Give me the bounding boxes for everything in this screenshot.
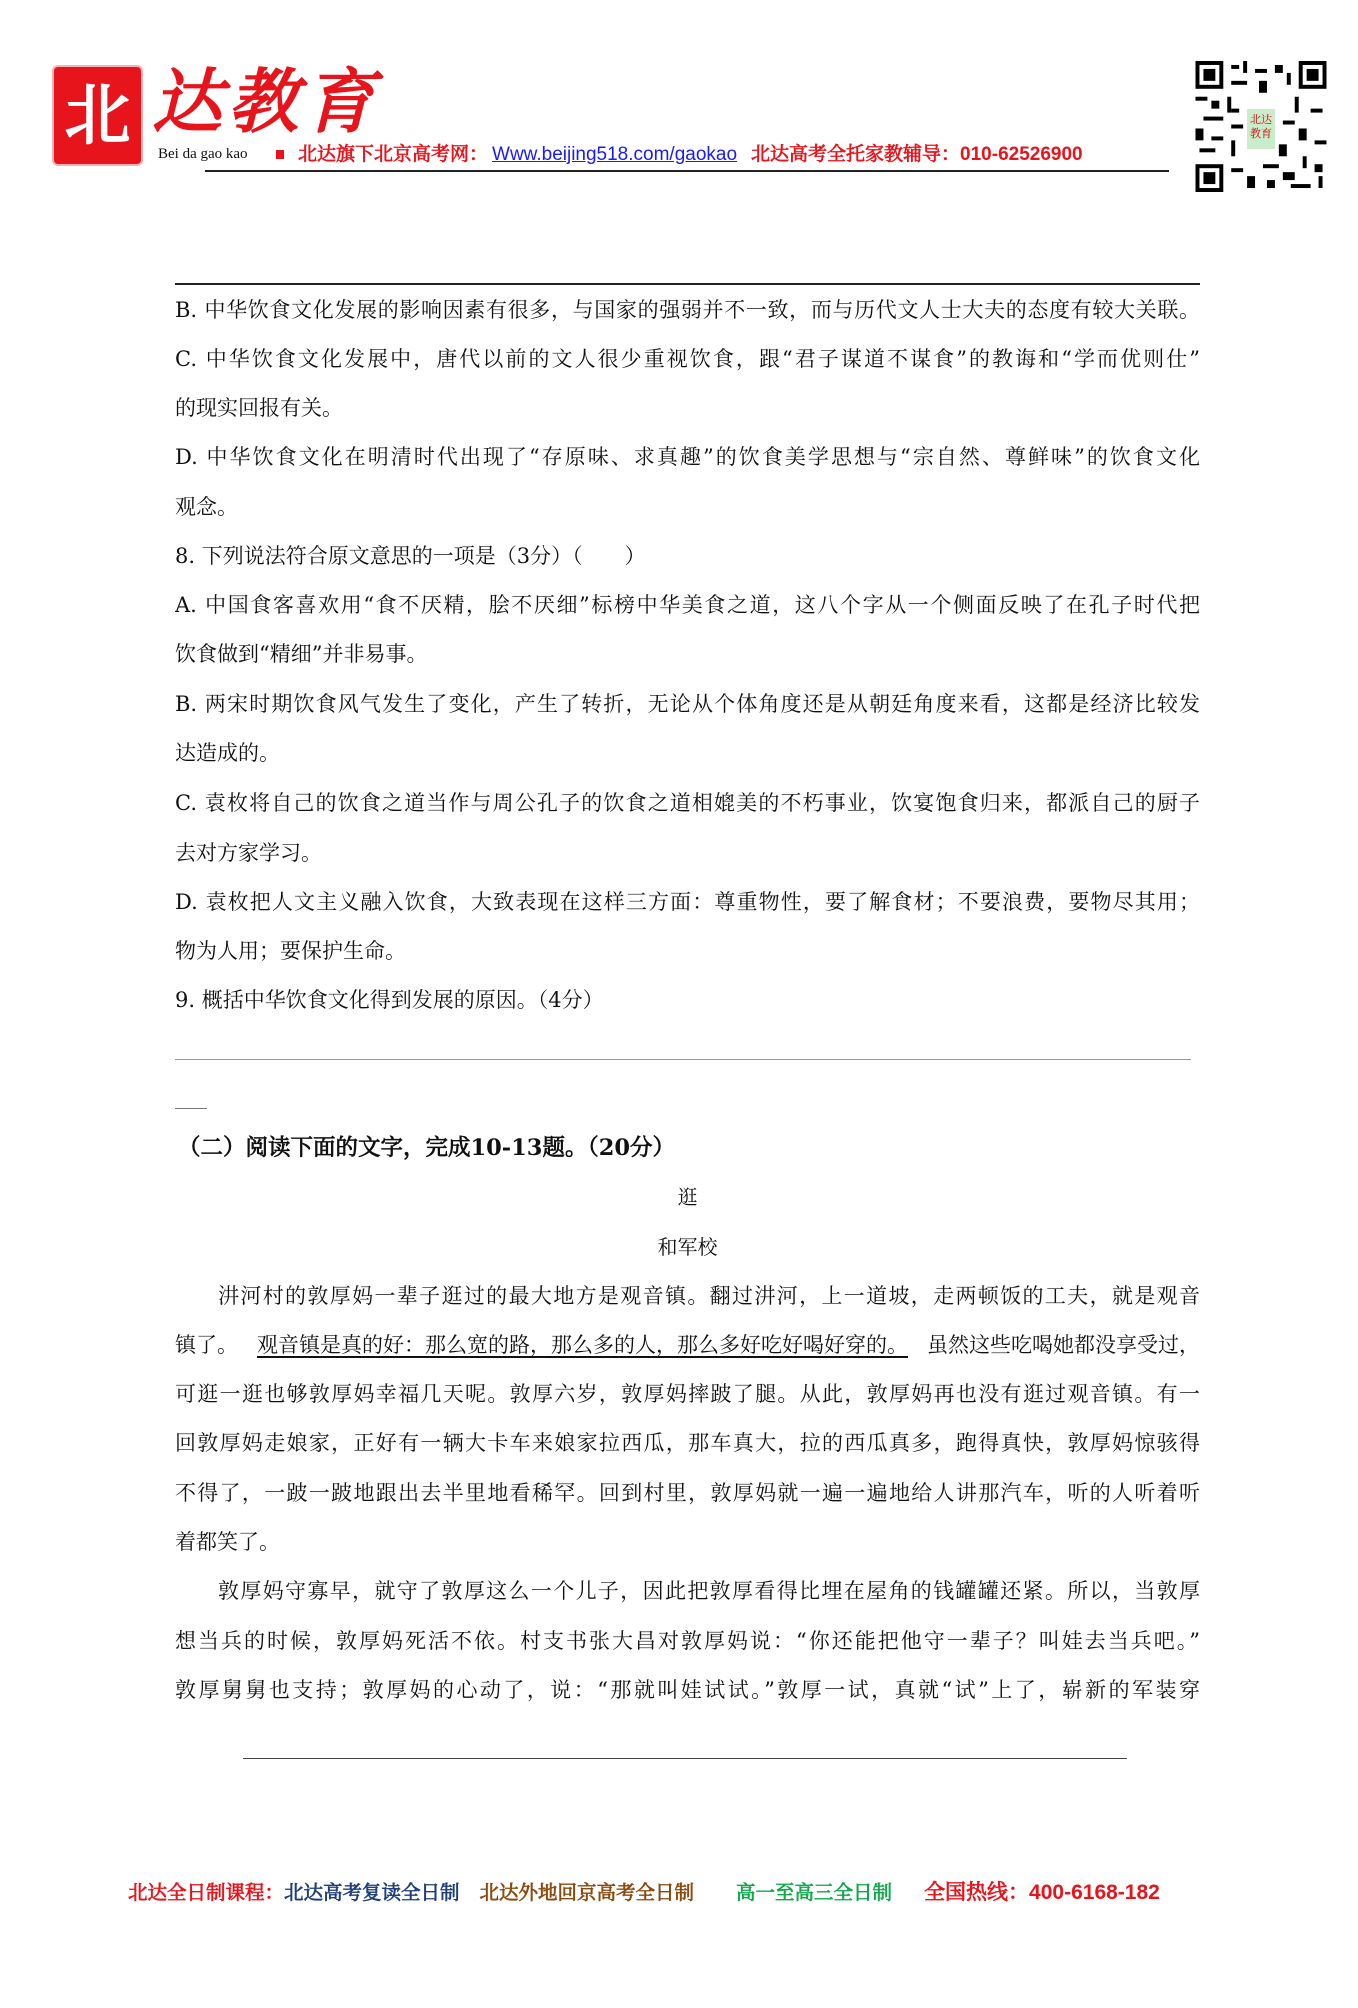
- q8-option-c: C. 袁枚将自己的饮食之道当作与周公孔子的饮食之道相媲美的不朽事业，饮宴饱食归来，都派自己的厨子: [175, 791, 1200, 815]
- story-author: 和军校: [657, 1235, 718, 1259]
- q8-option-a-cont: 饮食做到“精细”并非易事。: [175, 642, 428, 666]
- story-text: 虽然这些吃喝她都没享受过，: [927, 1333, 1200, 1357]
- course-out-of-town: 北达外地回京高考全日制: [479, 1882, 695, 1904]
- section-heading: （二）阅读下面的文字，完成10-13题。（20分）: [178, 1135, 676, 1161]
- story-line: 回敦厚妈走娘家，正好有一辆大卡车来娘家拉西瓜，那车真大，拉的西瓜真多，跑得真快，敦厚妈惊骇得: [175, 1431, 1200, 1455]
- option-d-text-cont: 观念。: [175, 495, 238, 519]
- course-grade-10-12: 高一至高三全日制: [736, 1882, 893, 1904]
- option-c-text-cont: 的现实回报有关。: [175, 396, 343, 420]
- story-line: 敦厚妈守寡早，就守了敦厚这么一个儿子，因此把敦厚看得比埋在屋角的钱罐罐还紧。所以，当敦厚: [218, 1579, 1200, 1603]
- top-rule: [175, 283, 1200, 285]
- site-link[interactable]: Www.beijing518.com/gaokao: [492, 144, 738, 165]
- header-info: [298, 143, 1083, 167]
- question-9: 9. 概括中华饮食文化得到发展的原因。（4分）: [175, 988, 604, 1012]
- story-title: 逛: [677, 1185, 698, 1209]
- option-b-text: B. 中华饮食文化发展的影响因素有很多，与国家的强弱并不一致，而与历代文人士大夫的态度有较大关联。: [175, 298, 1200, 322]
- story-line: 想当兵的时候，敦厚妈死活不依。村支书张大昌对敦厚妈说：“你还能把他守一辈子？叫娃去当兵吧。”: [175, 1629, 1200, 1653]
- story-line: 敦厚舅舅也支持；敦厚妈的心动了，说：“那就叫娃试试。”敦厚一试，真就“试”上了，崭新的军装穿: [175, 1678, 1200, 1702]
- option-c-text: C. 中华饮食文化发展中，唐代以前的文人很少重视饮食，跟“君子谋道不谋食”的教诲和“学而优则仕”: [175, 347, 1200, 371]
- logo-pinyin: Bei da gao kao: [158, 146, 248, 162]
- question-8: 8. 下列说法符合原文意思的一项是（3分）（ ）: [175, 544, 646, 568]
- option-d-text: D. 中华饮食文化在明清时代出现了“存原味、求真趣”的饮食美学思想与“宗自然、尊鲜味”的饮食文化: [175, 445, 1200, 469]
- hotline: 全国热线：400-6168-182: [924, 1881, 1160, 1904]
- story-line: 不得了，一跛一跛地跟出去半里地看稀罕。回到村里，敦厚妈就一遍一遍地给人讲那汽车，听的人听着听: [175, 1481, 1200, 1505]
- story-line: [175, 1330, 1200, 1360]
- qr-center-logo: 北达教育: [1247, 109, 1275, 149]
- q8-option-d-cont: 物为人用；要保护生命。: [175, 939, 406, 963]
- tutor-label: 北达高考全托家教辅导：010-62526900: [751, 144, 1083, 165]
- answer-line-short: [175, 1108, 207, 1109]
- bullet-square: [276, 150, 284, 159]
- courses-label: 北达全日制课程：: [128, 1882, 285, 1904]
- q8-option-c-cont: 去对方家学习。: [175, 841, 322, 865]
- logo-mark: 北: [54, 67, 141, 164]
- footer-courses: [128, 1880, 1180, 1906]
- story-line: 汫河村的敦厚妈一辈子逛过的最大地方是观音镇。翻过汫河，上一道坡，走两顿饭的工夫，就是观音: [218, 1284, 1200, 1308]
- q8-option-b: B. 两宋时期饮食风气发生了变化，产生了转折，无论从个体角度还是从朝廷角度来看，这都是经济比较发: [175, 692, 1200, 716]
- q8-option-b-cont: 达造成的。: [175, 741, 280, 765]
- q8-option-a: A. 中国食客喜欢用“食不厌精，脍不厌细”标榜中华美食之道，这八个字从一个侧面反映了在孔子时代把: [175, 593, 1200, 617]
- header-divider: [205, 170, 1169, 172]
- course-repeat: 北达高考复读全日制: [284, 1882, 460, 1904]
- answer-line: [175, 1059, 1191, 1060]
- q8-option-d: D. 袁枚把人文主义融入饮食，大致表现在这样三方面：尊重物性，要了解食材；不要浪费，要物尽其用；: [175, 890, 1200, 914]
- underlined-sentence: 观音镇是真的好：那么宽的路，那么多的人，那么多好吃好喝好穿的。: [257, 1333, 908, 1357]
- logo-text: 达教育: [152, 60, 380, 143]
- story-line: 可逛一逛也够敦厚妈幸福几天呢。敦厚六岁，敦厚妈摔跛了腿。从此，敦厚妈再也没有逛过观音镇。有一: [175, 1382, 1200, 1406]
- story-text: 镇了。: [175, 1333, 238, 1357]
- footer-divider: [243, 1758, 1127, 1759]
- story-line: 着都笑了。: [175, 1530, 280, 1554]
- site-label: 北达旗下北京高考网：: [298, 144, 489, 165]
